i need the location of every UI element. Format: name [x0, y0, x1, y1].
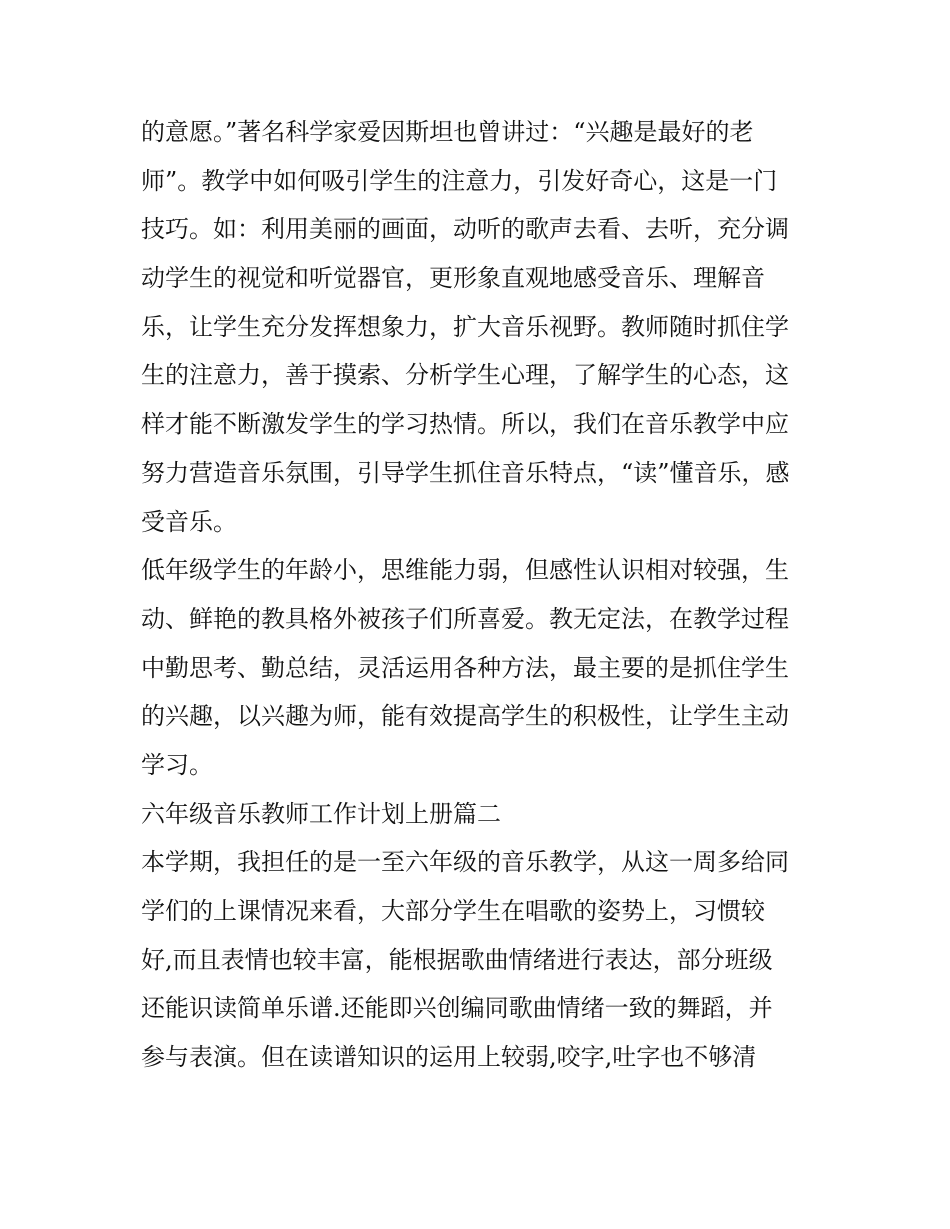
section-heading: 六年级音乐教师工作计划上册篇二 — [141, 799, 501, 828]
text-line: 学习。 — [141, 750, 213, 779]
document-body — [141, 108, 821, 1082]
text-line: 受音乐。 — [141, 507, 237, 536]
text-line: 的兴趣，以兴趣为师，能有效提高学生的积极性，让学生主动 — [141, 702, 789, 731]
text-line: 师”。教学中如何吸引学生的注意力，引发好奇心，这是一门 — [141, 166, 778, 195]
text-line: 中勤思考、勤总结，灵活运用各种方法，最主要的是抓住学生 — [141, 653, 789, 682]
text-line: 努力营造音乐氛围，引导学生抓住音乐特点，“读”懂音乐，感 — [141, 458, 790, 487]
text-line: 生的注意力，善于摸索、分析学生心理，了解学生的心态，这 — [141, 361, 789, 390]
text-line: 低年级学生的年龄小，思维能力弱，但感性认识相对较强，生 — [141, 556, 789, 585]
text-line: 样才能不断激发学生的学习热情。所以，我们在音乐教学中应 — [141, 410, 789, 439]
text-line: 好,而且表情也较丰富，能根据歌曲情绪进行表达，部分班级 — [141, 945, 773, 974]
text-line: 技巧。如：利用美丽的画面，动听的歌声去看、去听，充分调 — [141, 215, 789, 244]
text-line: 本学期，我担任的是一至六年级的音乐教学，从这一周多给同 — [141, 848, 789, 877]
text-line: 还能识读简单乐谱.还能即兴创编同歌曲情绪一致的舞蹈，并 — [141, 994, 773, 1023]
text-line: 乐，让学生充分发挥想象力，扩大音乐视野。教师随时抓住学 — [141, 312, 789, 341]
text-line: 动、鲜艳的教具格外被孩子们所喜爱。教无定法，在教学过程 — [141, 604, 789, 633]
text-line: 动学生的视觉和听觉器官，更形象直观地感受音乐、理解音 — [141, 264, 765, 293]
text-line: 学们的上课情况来看，大部分学生在唱歌的姿势上，习惯较 — [141, 897, 765, 925]
text-line: 的意愿。”著名科学家爱因斯坦也曾讲过：“兴趣是最好的老 — [141, 118, 754, 146]
text-line: 参与表演。但在读谱知识的运用上较弱,咬字,吐字也不够清 — [141, 1043, 757, 1072]
